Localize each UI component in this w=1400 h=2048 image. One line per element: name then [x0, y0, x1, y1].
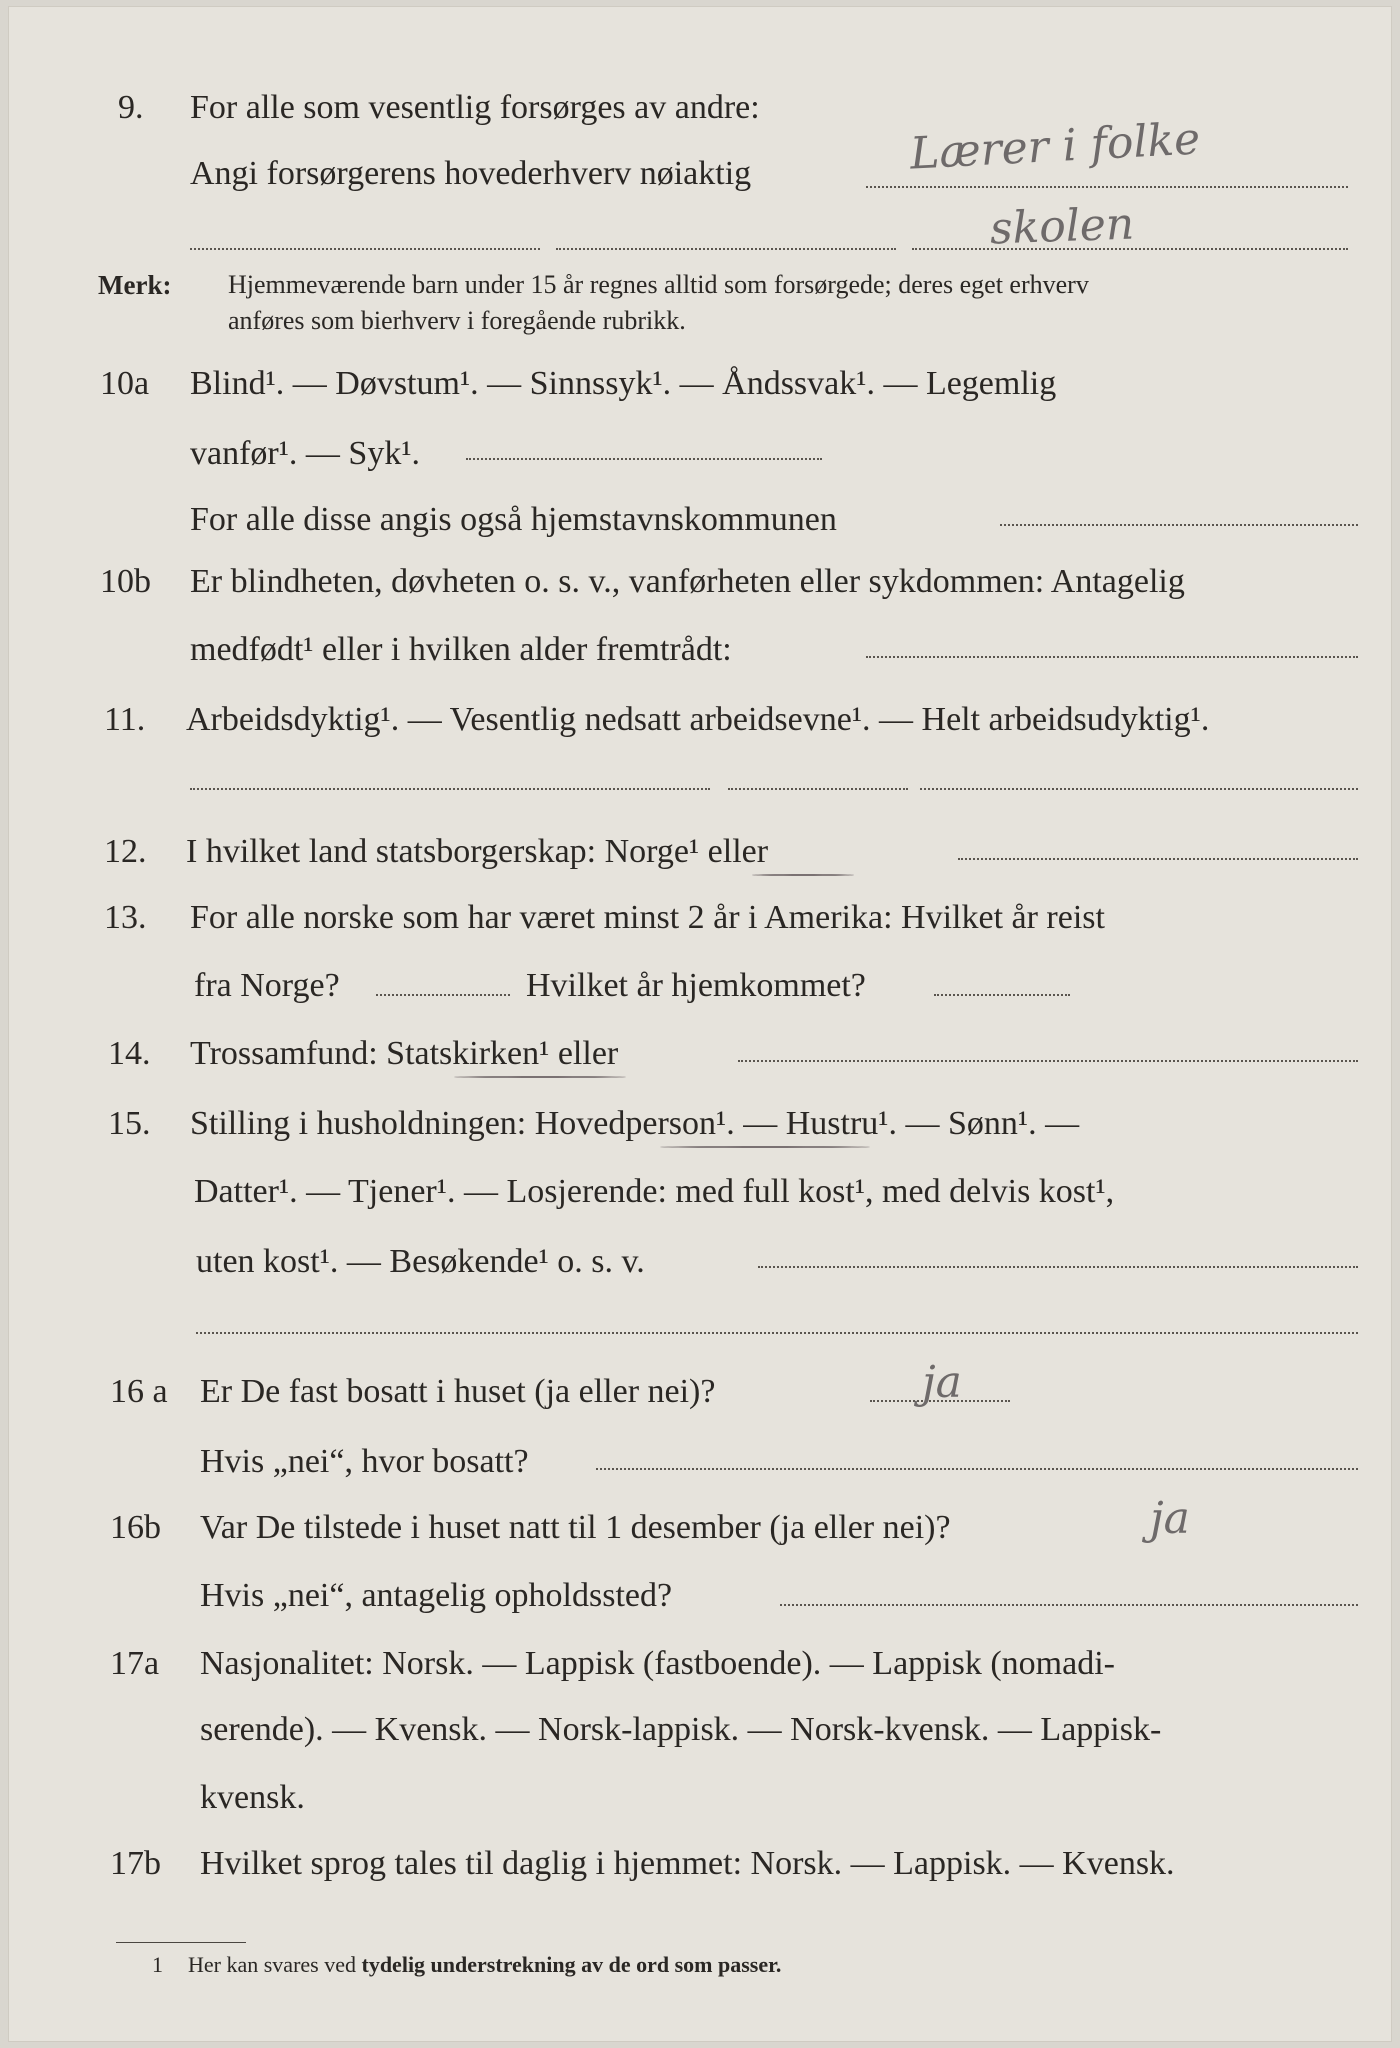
note-line1 [0, 266, 1400, 304]
question-text: Datter¹. — Tjener¹. — Losjerende: med full kost¹, med delvis kost¹, [194, 1173, 1115, 1210]
footnote-rule [116, 1942, 246, 1943]
answer-line [466, 458, 822, 460]
footnote-text: Her kan svares ved [188, 1952, 356, 1977]
note-line2 [0, 302, 1400, 340]
footnote [152, 1950, 781, 1980]
question-text: I hvilket land statsborgerskap: Norge¹ eller [186, 833, 769, 870]
question-number: 9. [118, 89, 144, 126]
question-number: 12. [104, 833, 147, 870]
question-text: Hvilket sprog tales til daglig i hjemmet: Norsk. — Lappisk. — Kvensk. [200, 1845, 1175, 1882]
answer-line [866, 656, 1358, 658]
question-10b-line2 [0, 620, 1400, 680]
footnote-bold-text: tydelig understrekning av de ord som passer. [361, 1952, 782, 1977]
answer-line [196, 1332, 1358, 1334]
question-13-line1 [0, 888, 1400, 948]
question-number: 10a [100, 365, 150, 402]
question-17a-line2 [0, 1700, 1400, 1760]
note-text: Hjemmeværende barn under 15 år regnes alltid som forsørgede; deres eget erhverv [228, 270, 1089, 299]
question-text: Trossamfund: Statskirken¹ eller [190, 1035, 619, 1072]
answer-line [780, 1604, 1358, 1606]
question-text: Er blindheten, døvheten o. s. v., vanførheten eller sykdommen: Antagelig [190, 563, 1185, 600]
question-15-line3 [0, 1232, 1400, 1292]
answer-line [190, 248, 540, 250]
question-text: Er De fast bosatt i huset (ja eller nei)? [200, 1373, 716, 1410]
question-number: 10b [100, 563, 151, 600]
question-number: 16b [110, 1509, 161, 1546]
handwritten-answer: ja [922, 1357, 962, 1408]
question-number: 13. [104, 899, 147, 936]
question-number: 17a [110, 1645, 160, 1682]
answer-line [190, 788, 710, 790]
question-15-line1 [0, 1094, 1400, 1154]
handwritten-underline [660, 1146, 870, 1148]
question-17a-line1 [0, 1634, 1400, 1694]
answer-line [1000, 524, 1358, 526]
answer-line [958, 858, 1358, 860]
question-15-line2 [0, 1162, 1400, 1222]
question-10b-line1 [0, 552, 1400, 612]
note-label: Merk: [98, 270, 172, 300]
question-text: Arbeidsdyktig¹. — Vesentlig nedsatt arbeidsevne¹. — Helt arbeidsudyktig¹. [186, 701, 1210, 738]
question-11-line1 [0, 690, 1400, 750]
question-10a-line2 [0, 424, 1400, 484]
answer-line [738, 1060, 1358, 1062]
question-number: 14. [108, 1035, 151, 1072]
question-text: Hvilket år hjemkommet? [526, 967, 866, 1004]
question-text: Stilling i husholdningen: Hovedperson¹. — Hustru¹. — Sønn¹. — [190, 1105, 1080, 1142]
question-16a-line1 [0, 1362, 1400, 1422]
question-text: Hvis „nei“, hvor bosatt? [200, 1443, 529, 1480]
question-17a-line3 [0, 1768, 1400, 1828]
question-text: Var De tilstede i huset natt til 1 desember (ja eller nei)? [200, 1509, 951, 1546]
answer-line [556, 248, 896, 250]
question-text: uten kost¹. — Besøkende¹ o. s. v. [196, 1243, 645, 1280]
question-16b-line2 [0, 1566, 1400, 1626]
answer-line [934, 994, 1070, 996]
question-text: vanfør¹. — Syk¹. [190, 435, 421, 472]
question-text: Hvis „nei“, antagelig opholdssted? [200, 1577, 673, 1614]
answer-line [376, 994, 510, 996]
question-13-line2 [0, 956, 1400, 1016]
question-16a-line2 [0, 1432, 1400, 1492]
answer-line [866, 186, 1348, 188]
handwritten-answer: Lærer i folke [908, 113, 1202, 180]
question-14-line1 [0, 1024, 1400, 1084]
answer-line [728, 788, 908, 790]
question-text: kvensk. [200, 1779, 305, 1816]
question-16b-line1 [0, 1498, 1400, 1558]
question-text: Nasjonalitet: Norsk. — Lappisk (fastboende). — Lappisk (nomadi- [200, 1645, 1115, 1682]
answer-line [920, 788, 1358, 790]
question-number: 16 a [110, 1373, 168, 1410]
question-text: For alle norske som har været minst 2 år i Amerika: Hvilket år reist [190, 899, 1105, 936]
question-text: serende). — Kvensk. — Norsk-lappisk. — Norsk-kvensk. — Lappisk- [200, 1711, 1162, 1748]
answer-line [758, 1266, 1358, 1268]
question-10a-line3 [0, 490, 1400, 550]
answer-line [596, 1468, 1358, 1470]
handwritten-answer: ja [1150, 1493, 1190, 1544]
handwritten-underline [752, 874, 854, 876]
question-text: Angi forsørgerens hovederhverv nøiaktig [190, 155, 752, 192]
handwritten-answer: skolen [989, 198, 1136, 255]
question-number: 11. [104, 701, 146, 738]
handwritten-underline [454, 1076, 626, 1078]
question-text: For alle som vesentlig forsørges av andre: [190, 89, 760, 126]
question-text: Blind¹. — Døvstum¹. — Sinnssyk¹. — Åndssvak¹. — Legemlig [190, 365, 1057, 402]
question-text: medfødt¹ eller i hvilken alder fremtrådt: [190, 631, 732, 668]
note-text: anføres som bierhverv i foregående rubrikk. [228, 306, 686, 335]
question-10a-line1 [0, 354, 1400, 414]
footnote-mark: 1 [152, 1952, 163, 1977]
question-number: 15. [108, 1105, 151, 1142]
question-text: For alle disse angis også hjemstavnskommunen [190, 501, 837, 538]
question-12-line1 [0, 822, 1400, 882]
question-text: fra Norge? [194, 967, 340, 1004]
question-number: 17b [110, 1845, 161, 1882]
question-17b-line1 [0, 1834, 1400, 1894]
